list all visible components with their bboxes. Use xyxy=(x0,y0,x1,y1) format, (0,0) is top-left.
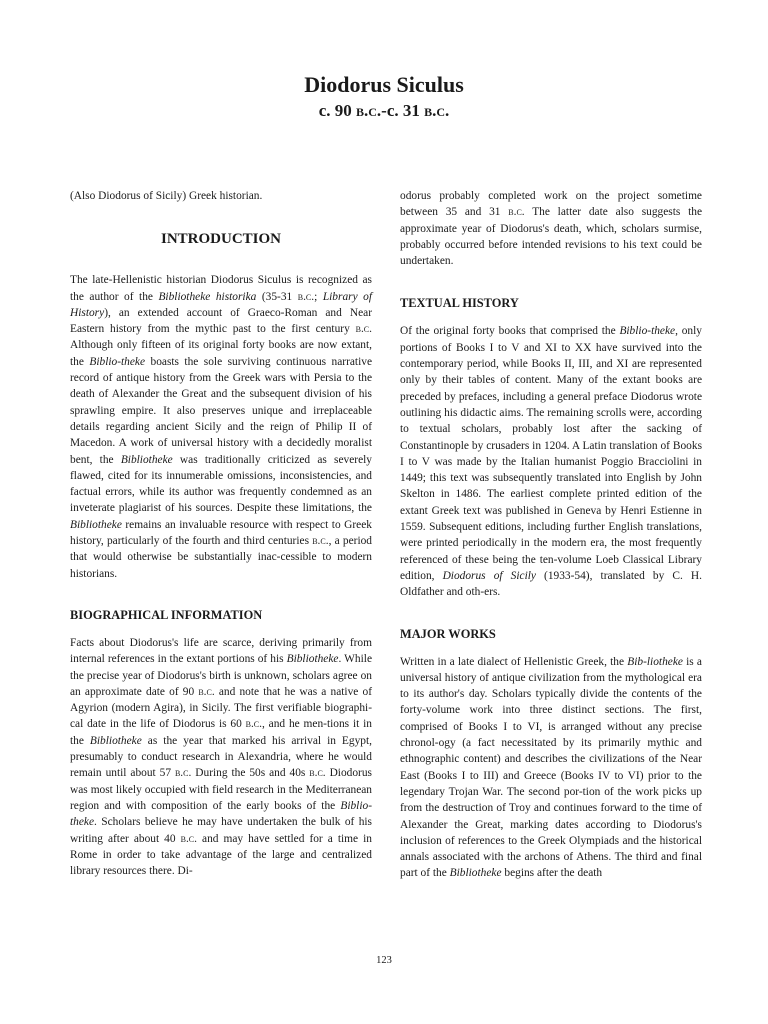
heading-major-works: MAJOR WORKS xyxy=(400,626,496,641)
heading-introduction: INTRODUCTION xyxy=(160,231,281,248)
page-number: 123 xyxy=(376,955,392,966)
paragraph-major-works: Written in a late dialect of Hellenistic Greek, the Bib-liotheke is a universal history of antique civilization from the mythological era to its author's day. Scholars typically divide the contents of the forty-volume work into three distinct sections. The first, comprised of Books I to VI, is arranged without any precise chronol-ogy (a fact necessitated by its primarily mythic and ethnographic content) and describes the civilizations of the Near East (Books I to III) and Greece (Books IV to VI) prior to the legendary Trojan War. The second por-tion of the work picks up from the destruction of Troy and continues forward to the time of Alexander the Great, marking dates according to Diodorus's inclusion of references to the Greek Olympiads and the historical annals associated with the archons of Athens. The third and final part of the Bibliotheke begins after the death xyxy=(400,655,702,880)
heading-textual-history: TEXTUAL HISTORY xyxy=(400,296,519,311)
life-dates: c. 90 b.c.-c. 31 b.c. xyxy=(318,101,450,120)
subtitle: (Also Diodorus of Sicily) Greek historian. xyxy=(70,190,263,202)
paragraph-biographical: Facts about Diodorus's life are scarce, deriving primarily from internal references in the extant portions of his Bibliotheke. While the precise year of Diodorus's birth is unknown, scholars agree on an approximate date of 90 b.c. and note that he was a native of Agyrion (modern Agira), in Sicily. The first verifiable biographi-cal date in the life of Diodorus is 60 b.c., and he men-tions it in the Bibliotheke as the year that marked his arrival in Egypt, presumably to conduct research in Alexandria, where he would remain until about 57 b.c. During the 50s and 40s b.c. Diodorus was most likely occupied with field research in the Mediterranean region and with composition of the early books of the Biblio-theke. Scholars believe he may have undertaken the bulk of his writing after about 40 b.c. and may have settled for a time in Rome in order to take advantage of the large and centralized library resources there. Di- xyxy=(70,636,372,878)
title-block xyxy=(0,72,768,122)
page-title: Diodorus Siculus xyxy=(304,72,464,97)
heading-biographical-information: BIOGRAPHICAL INFORMATION xyxy=(70,607,263,622)
left-column xyxy=(70,188,372,879)
paragraph-introduction: The late-Hellenistic historian Diodorus Siculus is recognized as the author of the Bibliotheke historika (35-31 b.c.; Library of History), an extended account of Graeco-Roman and Near Eastern history from the mythic past to the first century b.c. Although only fifteen of its original forty books are now extant, the Biblio-theke boasts the sole surviving continuous narrative record of antique history from the Greek wars with Persia to the death of Alexander the Great and the subsequent division of his sprawling empire. It also preserves unique and irreplaceable details regarding ancient Sicily and the reign of Philip II of Macedon. A work of universal history with a decidedly moralist bent, the Bibliotheke was traditionally criticized as severely flawed, cited for its innumerable omissions, inconsistencies, and factual errors, while its author was frequently condemned as an inveterate plagiarist of his sources. Despite these limitations, the Bibliotheke remains an invaluable resource with respect to Greek history, particularly of the fourth and third centuries b.c., a period that would otherwise be substantially inac-cessible to modern historians. xyxy=(70,274,373,580)
paragraph-biographical-continued: odorus probably completed work on the project sometime between 35 and 31 b.c. The latter date also suggests the approximate year of Diodorus's death, which, scholars surmise, probably occurred before intended revisions to his text could be undertaken. xyxy=(400,190,702,268)
paragraph-textual-history: Of the original forty books that comprised the Biblio-theke, only portions of Books I to V and XI to XX have survived into the contemporary period, while Books II, III, and XI are represented only by their tables of content. Many of the extant books are preceded by prefaces, including a general preface Diodorus wrote outlining his didactic aims. The remaining scrolls were, according to textual scholars, probably lost after the sacking of Constantinople by crusaders in 1204. A Latin translation of Books I to V was made by the Italian humanist Poggio Bracciolini in 1449; this text was subsequently translated into English by John Skelton in 1486. The earliest complete printed edition of the extant Greek text was published in Geneva by Henri Estienne in 1559. Subsequent editions, including further English translations, were printed periodically in the modern era, the most frequently referenced of these being the ten-volume Loeb Classical Library edition, Diodorus of Sicily (1933-54), translated by C. H. Oldfather and oth-ers. xyxy=(400,325,702,599)
right-column xyxy=(400,188,702,882)
